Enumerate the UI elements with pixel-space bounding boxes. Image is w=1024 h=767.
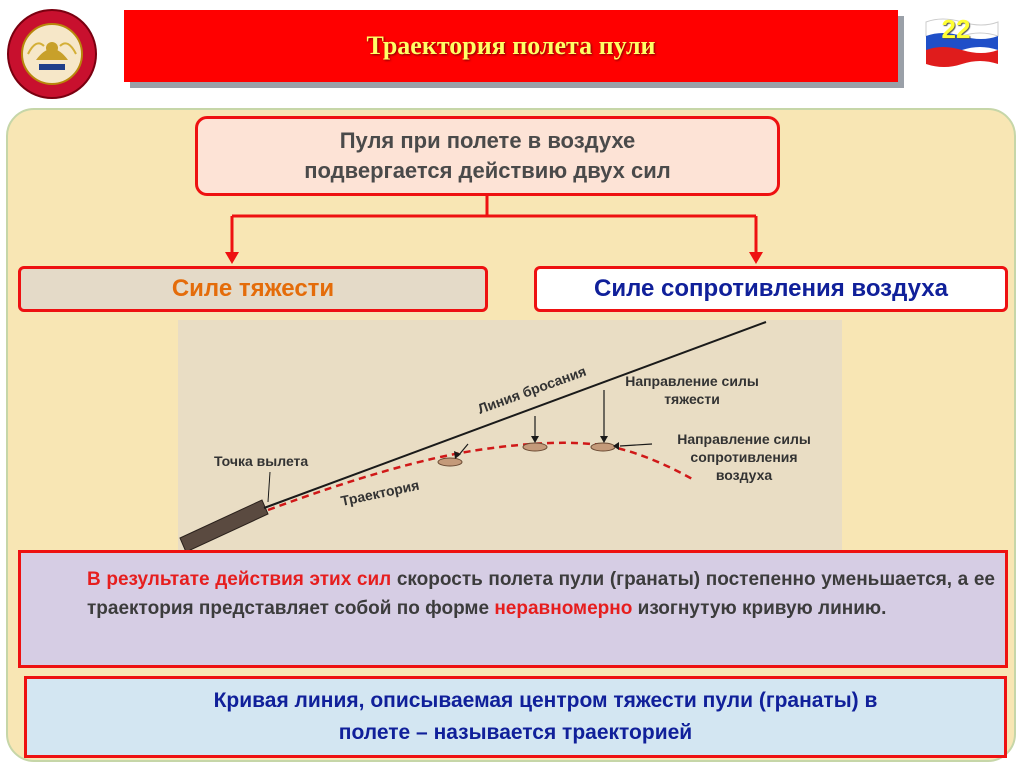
resistance-direction-label-1: Направление силы (677, 431, 811, 447)
bullet-icon (523, 443, 547, 451)
gravity-force-box (18, 266, 488, 312)
note-highlight-1: В результате действия этих сил (87, 569, 392, 590)
throw-line-label: Линия бросания (475, 362, 589, 417)
throw-line (264, 322, 766, 508)
arrow-down-icon (749, 252, 763, 264)
trajectory-label: Траектория (339, 476, 421, 509)
statement-line-2: подвергается действию двух сил (304, 158, 671, 183)
gravity-force-label: Силе тяжести (171, 275, 335, 302)
bullet-icon (438, 458, 462, 466)
arrow-down-icon (225, 252, 239, 264)
note-text: скорость полета пули (гранаты) постепенно уменьшается, а ее траектория представляет собой по форме (87, 569, 995, 619)
trajectory-diagram (178, 320, 842, 556)
resistance-direction-label-2: сопротивления (690, 449, 798, 465)
gun-barrel-icon (180, 500, 268, 552)
note-tail: изогнутую кривую линию. (632, 598, 887, 619)
gravity-direction-label-1: Направление силы (625, 373, 759, 389)
page-title: Траектория полета пули (366, 31, 656, 60)
air-resistance-force-box (534, 266, 1008, 312)
bullet-icon (591, 443, 615, 451)
definition-line-1: Кривая линия, описываемая центром тяжести пули (гранаты) в (213, 689, 878, 712)
air-resistance-force-label: Силе сопротивления воздуха (594, 275, 948, 302)
note-highlight-2: неравномерно (494, 598, 633, 619)
launch-point-label: Точка вылета (214, 453, 309, 469)
explanation-note (18, 550, 1008, 668)
slide-number: 22 (941, 14, 971, 44)
definition-line-2: полете – называется траекторией (338, 721, 693, 744)
trajectory-curve (268, 443, 694, 510)
gravity-direction-label-2: тяжести (664, 391, 720, 407)
definition-note (24, 676, 1007, 758)
resistance-direction-label-3: воздуха (715, 467, 773, 483)
statement-line-1: Пуля при полете в воздухе (339, 128, 636, 153)
